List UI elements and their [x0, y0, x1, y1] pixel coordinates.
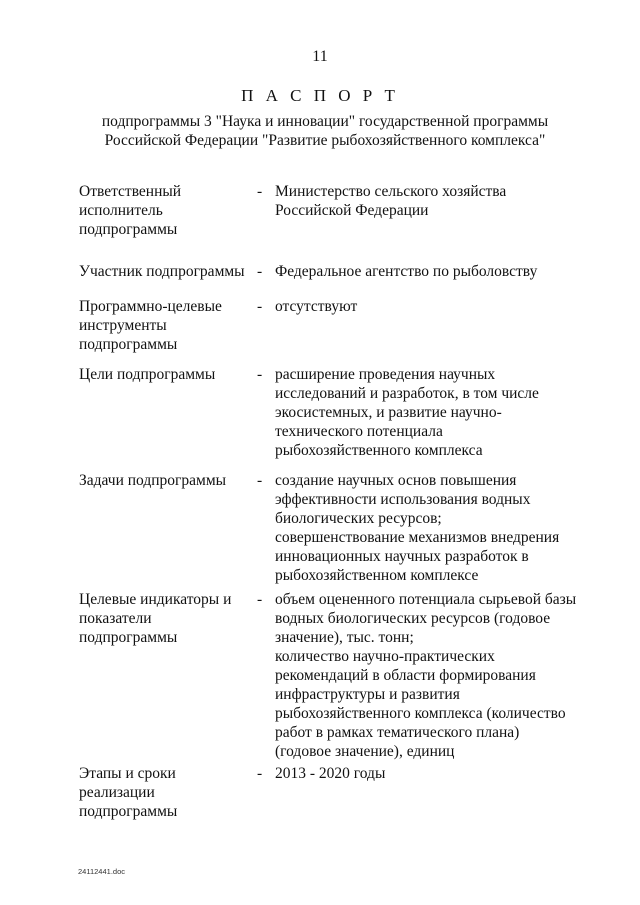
value-line: Федеральное агентство по рыболовству	[275, 263, 538, 280]
value-line: рыбохозяйственного комплекса	[275, 442, 483, 459]
label-line: Ответственный	[79, 183, 182, 200]
value-line: совершенствование механизмов внедрения	[275, 529, 560, 546]
value-line: экосистемных, и развитие научно-	[275, 404, 502, 421]
row-label	[79, 297, 254, 354]
row-dash: -	[257, 263, 263, 280]
label-line: подпрограммы	[79, 629, 178, 646]
passport-row-instruments	[79, 297, 579, 365]
row-label	[79, 262, 254, 281]
label-line: подпрограммы	[79, 336, 178, 353]
value-line: технического потенциала	[275, 423, 443, 440]
row-dash: -	[257, 298, 263, 315]
row-value	[275, 262, 585, 281]
label-line: Участник подпрограммы	[79, 263, 245, 280]
passport-row-goals	[79, 365, 579, 471]
row-label	[79, 365, 254, 384]
passport-rows	[79, 182, 579, 824]
row-dash: -	[257, 591, 263, 608]
row-label	[79, 182, 254, 239]
label-line: Программно-целевые	[79, 298, 222, 315]
value-line: работ в рамках тематического плана)	[275, 724, 520, 741]
row-value	[275, 182, 585, 220]
value-line: эффективности использования водных	[275, 491, 531, 508]
value-line: водных биологических ресурсов (годовое	[275, 610, 551, 627]
row-label	[79, 590, 254, 647]
value-line: биологических ресурсов;	[275, 510, 442, 527]
subtitle-line: подпрограммы 3 "Наука и инновации" государственной программы	[101, 113, 549, 130]
document-subtitle	[60, 112, 590, 150]
document-title: П А С П О Р Т	[241, 86, 399, 105]
label-line: подпрограммы	[79, 221, 178, 238]
value-line: Российской Федерации	[275, 202, 429, 219]
label-line: Задачи подпрограммы	[79, 472, 227, 489]
value-line: количество научно-практических	[275, 648, 495, 665]
row-value	[275, 365, 585, 460]
value-line: расширение проведения научных	[275, 366, 496, 383]
passport-row-tasks	[79, 471, 579, 590]
label-line: показатели	[79, 610, 152, 627]
value-line: отсутствуют	[275, 298, 358, 315]
row-dash: -	[257, 366, 263, 383]
value-line: создание научных основ повышения	[275, 472, 517, 489]
value-line: Министерство сельского хозяйства	[275, 183, 507, 200]
label-line: Целевые индикаторы и	[79, 591, 232, 608]
value-line: инфраструктуры и развития	[275, 686, 460, 703]
value-line: (годовое значение), единиц	[275, 743, 455, 760]
value-line: объем оцененного потенциала сырьевой базы	[275, 591, 577, 608]
value-line: исследований и разработок, в том числе	[275, 385, 539, 402]
label-line: Этапы и сроки	[79, 765, 176, 782]
subtitle-line: Российской Федерации "Развитие рыбохозяйственного комплекса"	[104, 132, 546, 149]
value-line: значение), тыс. тонн;	[275, 629, 414, 646]
row-dash: -	[257, 472, 263, 489]
passport-row-responsible	[79, 182, 579, 262]
value-line: 2013 - 2020 годы	[275, 765, 386, 782]
label-line: исполнитель	[79, 202, 163, 219]
row-value	[275, 590, 585, 761]
passport-row-indicators	[79, 590, 579, 764]
value-line: рыбохозяйственном комплексе	[275, 567, 479, 584]
label-line: подпрограммы	[79, 803, 178, 820]
row-value	[275, 297, 585, 316]
page-number: 11	[312, 48, 328, 65]
row-value	[275, 764, 585, 783]
value-line: рыбохозяйственного комплекса (количество	[275, 705, 566, 722]
passport-row-timeline	[79, 764, 579, 824]
label-line: реализации	[79, 784, 155, 801]
value-line: рекомендаций в области формирования	[275, 667, 536, 684]
value-line: инновационных научных разработок в	[275, 548, 529, 565]
label-line: инструменты	[79, 317, 167, 334]
row-dash: -	[257, 183, 263, 200]
row-label	[79, 764, 254, 821]
row-value	[275, 471, 585, 585]
label-line: Цели подпрограммы	[79, 366, 216, 383]
row-dash: -	[257, 765, 263, 782]
passport-row-participant	[79, 262, 579, 297]
row-label	[79, 471, 254, 490]
footer-filename: 24112441.doc	[78, 867, 125, 876]
